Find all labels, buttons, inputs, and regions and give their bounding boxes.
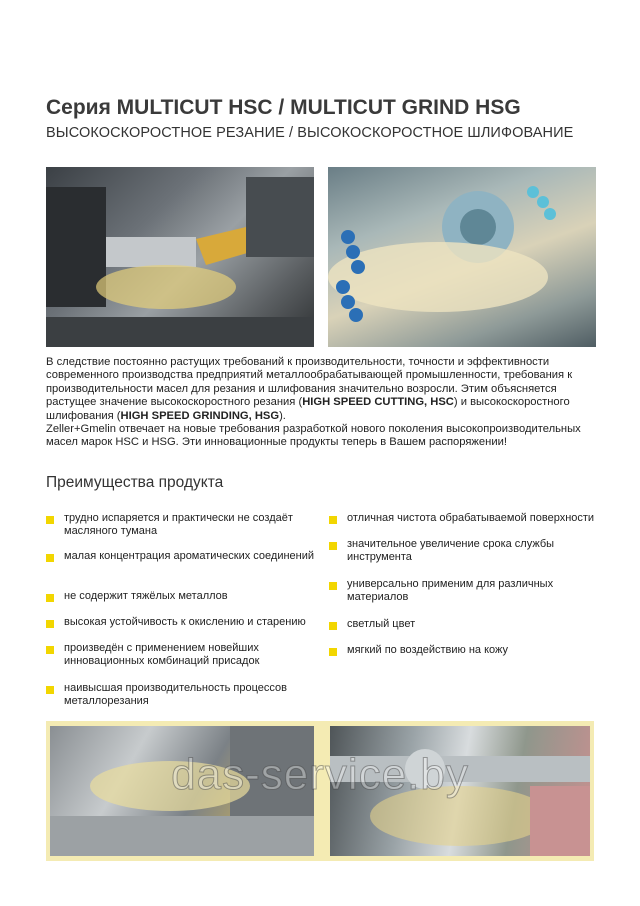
list-item: не содержит тяжёлых металлов — [46, 590, 316, 616]
list-item: отличная чистота обрабатываемой поверхности — [329, 512, 604, 538]
bullet-square-icon — [329, 582, 337, 590]
bullet-square-icon — [329, 516, 337, 524]
bullet-square-icon — [329, 622, 337, 630]
bullet-square-icon — [46, 646, 54, 654]
bullet-square-icon — [46, 516, 54, 524]
list-item: универсально применим для различных материалов — [329, 578, 604, 618]
advantages-heading: Преимущества продукта — [46, 474, 224, 491]
list-item: произведён с применением новейших инновационных комбинаций присадок — [46, 642, 316, 682]
list-item: наивысшая производительность процессов металлорезания — [46, 682, 316, 709]
list-item: малая концентрация ароматических соединений — [46, 550, 316, 590]
advantages-list-right — [329, 512, 604, 657]
bullet-square-icon — [46, 554, 54, 562]
list-item: значительное увеличение срока службы инструмента — [329, 538, 604, 578]
list-item: высокая устойчивость к окислению и старению — [46, 616, 316, 642]
bullet-square-icon — [329, 648, 337, 656]
intro-paragraph-2: Zeller+Gmelin отвечает на новые требования разработкой нового поколения высокопроизводительных масел марок HSC и HSG. Эти инновационные продукты теперь в Вашем распоряжении! — [46, 423, 581, 449]
page-title: Серия MULTICUT HSC / MULTICUT GRIND HSG — [46, 96, 521, 119]
bullet-square-icon — [46, 686, 54, 694]
intro-paragraph-1: В следствие постоянно растущих требований к производительности, точности и эффективности современного производства предприятий металлообрабатывающей промышленности, требования к производительности масел для резания и шлифования значительно возросли. Этим объясняется растущее значение высокоскоростного резания (HIGH SPEED CUTTING, HSC) и высокоскоростного шлифования (HIGH SPEED GRINDING, HSG). — [46, 356, 573, 422]
list-item: мягкий по воздействию на кожу — [329, 644, 604, 657]
list-item: светлый цвет — [329, 618, 604, 644]
watermark: das-service.by — [171, 750, 469, 799]
bullet-square-icon — [46, 594, 54, 602]
machining-photo — [46, 167, 314, 347]
bullet-square-icon — [329, 542, 337, 550]
grinding-photo — [328, 167, 596, 347]
advantages-list-left — [46, 512, 316, 709]
list-item: трудно испаряется и практически не создаёт масляного тумана — [46, 512, 316, 550]
intro-text — [46, 356, 606, 450]
page-subtitle: ВЫСОКОСКОРОСТНОЕ РЕЗАНИЕ / ВЫСОКОСКОРОСТНОЕ ШЛИФОВАНИЕ — [46, 125, 574, 141]
bullet-square-icon — [46, 620, 54, 628]
